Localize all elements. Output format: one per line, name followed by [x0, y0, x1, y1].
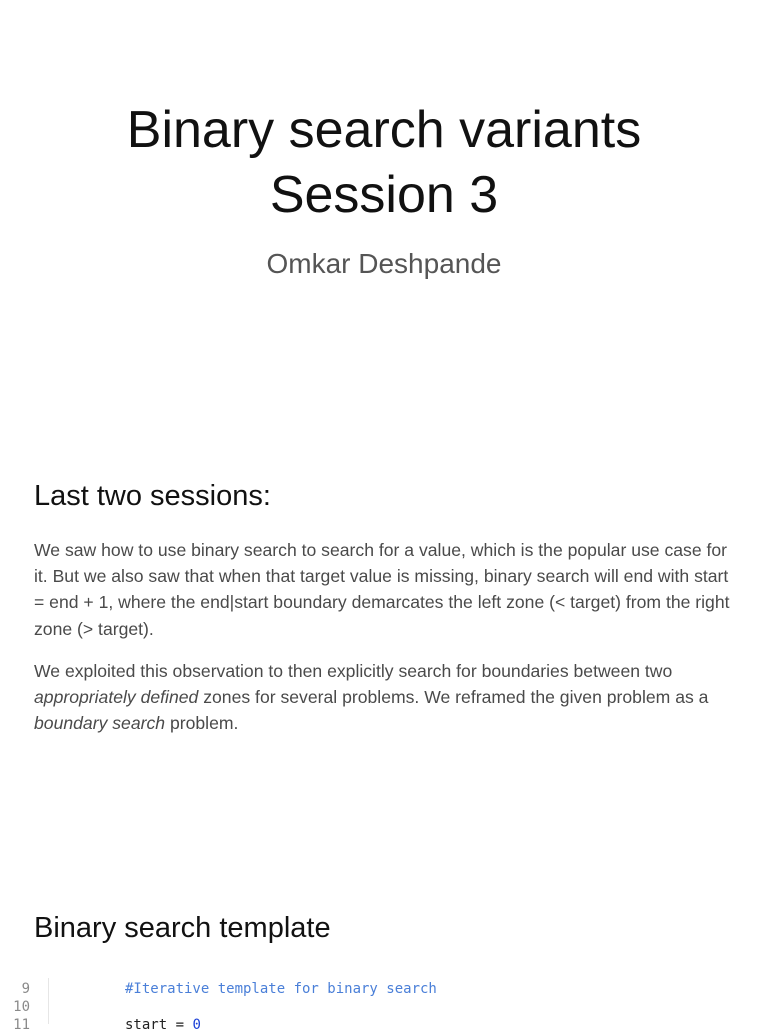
line-number: 9 [21, 981, 30, 997]
code-number-literal: 0 [192, 1017, 201, 1033]
title-line-1: Binary search variants [126, 101, 642, 159]
line-number: 11 [13, 1017, 30, 1033]
author-name: Omkar Deshpande [266, 248, 502, 279]
code-line [0, 980, 768, 998]
emphasis-appropriately-defined: appropriately defined [34, 687, 199, 708]
paragraph-boundary-search [34, 658, 740, 737]
paragraph-text: zones for several problems. We reframed the given problem as a [198, 687, 709, 708]
code-text [125, 980, 437, 998]
code-line [0, 1016, 768, 1034]
section-heading-last-sessions: Last two sessions: [34, 480, 271, 512]
paragraph-recap: We saw how to use binary search to search for a value, which is the popular use case for it. But we also saw that when that target value is missing, binary search will end with start = end + 1, where the end|start boundary demarcates the left zone (< target) from the right zone (> target). [34, 540, 730, 639]
paragraph-text: problem. [165, 713, 239, 734]
section-heading-template: Binary search template [34, 912, 331, 944]
code-comment: #Iterative template for binary search [125, 981, 437, 997]
code-block [0, 978, 768, 1033]
code-statement: start = [125, 1017, 193, 1033]
paragraph-text: We exploited this observation to then explicitly search for boundaries between two [34, 661, 673, 681]
code-line [0, 998, 768, 1016]
emphasis-boundary-search: boundary search [34, 713, 166, 734]
line-number: 10 [13, 999, 30, 1015]
code-text [125, 1016, 201, 1034]
title-line-2: Session 3 [269, 166, 499, 224]
